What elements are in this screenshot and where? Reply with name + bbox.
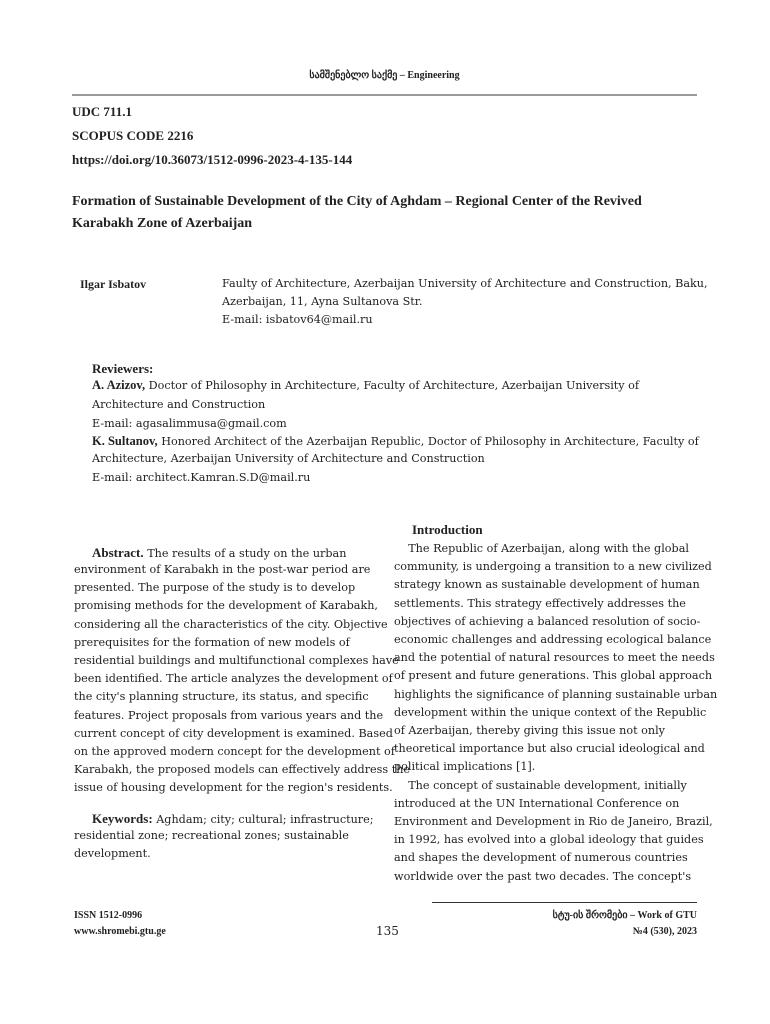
introduction-line: of present and future generations. This global approach <box>394 669 713 683</box>
reviewer-2-desc: Honored Architect of the Azerbaijan Republic, Doctor of Philosophy in Architecture, Faculty of <box>157 435 699 448</box>
introduction-line: settlements. This strategy effectively addresses the <box>394 596 686 610</box>
abstract-text: The results of a study on the urban <box>143 547 347 560</box>
scopus-code: SCOPUS CODE 2216 <box>72 128 194 143</box>
introduction-line: highlights the significance of planning sustainable urban <box>394 687 718 701</box>
reviewer-2-desc-cont: Architecture, Azerbaijan University of Architecture and Construction <box>92 452 485 465</box>
introduction-line: worldwide over the past two decades. The concept's <box>394 869 692 883</box>
author-email[interactable]: E-mail: isbatov64@mail.ru <box>222 313 373 326</box>
reviewer-2-name: K. Sultanov, <box>92 434 158 448</box>
reviewer-1-desc-cont: Architecture and Construction <box>92 398 266 411</box>
issn: ISSN 1512-0996 <box>74 910 143 921</box>
keywords-text: Aghdam; city; cultural; infrastructure; <box>152 813 374 826</box>
author-address: Azerbaijan, 11, Ayna Sultanova Str. <box>222 295 423 308</box>
abstract-first-line <box>74 545 346 561</box>
abstract-line: considering all the characteristics of the city. Objective <box>74 617 388 631</box>
abstract-line: issue of housing development for the region's residents. <box>74 781 393 795</box>
page-number: 135 <box>376 924 399 938</box>
author-name: Ilgar Isbatov <box>80 277 147 291</box>
abstract-line: features. Project proposals from various years and the <box>74 708 384 722</box>
header-divider <box>72 94 697 96</box>
reviewer-2-email[interactable]: E-mail: architect.Kamran.S.D@mail.ru <box>92 471 311 484</box>
introduction-line: objectives of achieving a balanced resolution of socio- <box>394 614 701 628</box>
abstract-line: Karabakh, the proposed models can effectively address the <box>74 763 411 777</box>
title-line: Formation of Sustainable Development of the City of Aghdam – Regional Center of the Revived <box>72 194 642 209</box>
keywords-label: Keywords: <box>92 811 153 826</box>
author-affiliation: Faulty of Architecture, Azerbaijan University of Architecture and Construction, Baku, <box>222 277 708 290</box>
introduction-line: strategy known as sustainable development of human <box>394 578 700 592</box>
paper-title <box>72 191 702 235</box>
introduction-line: introduced at the UN International Conference on <box>394 796 680 810</box>
abstract-line: current concept of city development is examined. Based <box>74 726 393 740</box>
abstract-label: Abstract. <box>92 545 144 560</box>
issue-number: №4 (530), 2023 <box>632 926 697 937</box>
introduction-line: economic challenges and addressing ecological balance <box>394 633 712 646</box>
title-line: Karabakh Zone of Azerbaijan <box>72 216 253 231</box>
introduction-heading: Introduction <box>412 522 483 537</box>
introduction-line: Environment and Development in Rio de Janeiro, Brazil, <box>394 815 713 828</box>
introduction-line: The Republic of Azerbaijan, along with the global <box>394 542 689 555</box>
abstract-line: residential buildings and multifunctional complexes have <box>74 654 399 667</box>
keywords-line: residential zone; recreational zones; sustainable <box>74 829 349 842</box>
introduction-line: development within the unique context of the Republic <box>394 705 707 719</box>
doi-link[interactable]: https://doi.org/10.36073/1512-0996-2023-4-135-144 <box>72 152 353 167</box>
introduction-line: community, is undergoing a transition to a new civilized <box>394 560 712 574</box>
keywords-first-line <box>74 811 374 827</box>
introduction-line: theoretical importance but also crucial ideological and <box>394 742 705 756</box>
introduction-line: and the potential of natural resources to meet the needs <box>394 651 715 665</box>
journal-name: სტუ-ის შრომები – Work of GTU <box>552 910 697 921</box>
running-header: სამშენებლო საქმე – Engineering <box>309 70 460 81</box>
introduction-line: The concept of sustainable development, initially <box>394 778 687 792</box>
abstract-line: the city's planning structure, its status, and specific <box>74 690 369 704</box>
abstract-line: prerequisites for the formation of new models of <box>74 635 350 649</box>
footer-divider <box>432 902 697 903</box>
keywords-line: development. <box>74 847 151 860</box>
introduction-line: in 1992, has evolved into a global ideology that guides <box>394 833 704 847</box>
abstract-line: on the approved modern concept for the development of <box>74 745 395 758</box>
abstract-line: promising methods for the development of Karabakh, <box>74 599 378 613</box>
reviewers-heading: Reviewers: <box>92 361 154 376</box>
reviewer-1-name: A. Azizov, <box>92 378 146 392</box>
reviewer-2 <box>92 434 699 449</box>
introduction-line: of Azerbaijan, thereby giving this issue not only <box>394 724 665 737</box>
reviewer-1-desc: Doctor of Philosophy in Architecture, Faculty of Architecture, Azerbaijan University of <box>145 379 640 392</box>
abstract-line: been identified. The article analyzes the development of <box>74 672 393 686</box>
website-link[interactable]: www.shromebi.gtu.ge <box>74 926 166 937</box>
abstract-line: presented. The purpose of the study is to develop <box>74 581 356 595</box>
reviewer-1-email[interactable]: E-mail: agasalimmusa@gmail.com <box>92 417 287 430</box>
abstract-line: environment of Karabakh in the post-war period are <box>74 563 371 576</box>
introduction-line: and shapes the development of numerous countries <box>394 851 688 865</box>
udc-code: UDC 711.1 <box>72 104 132 119</box>
reviewer-1 <box>92 378 639 393</box>
introduction-line: political implications [1]. <box>394 760 536 774</box>
